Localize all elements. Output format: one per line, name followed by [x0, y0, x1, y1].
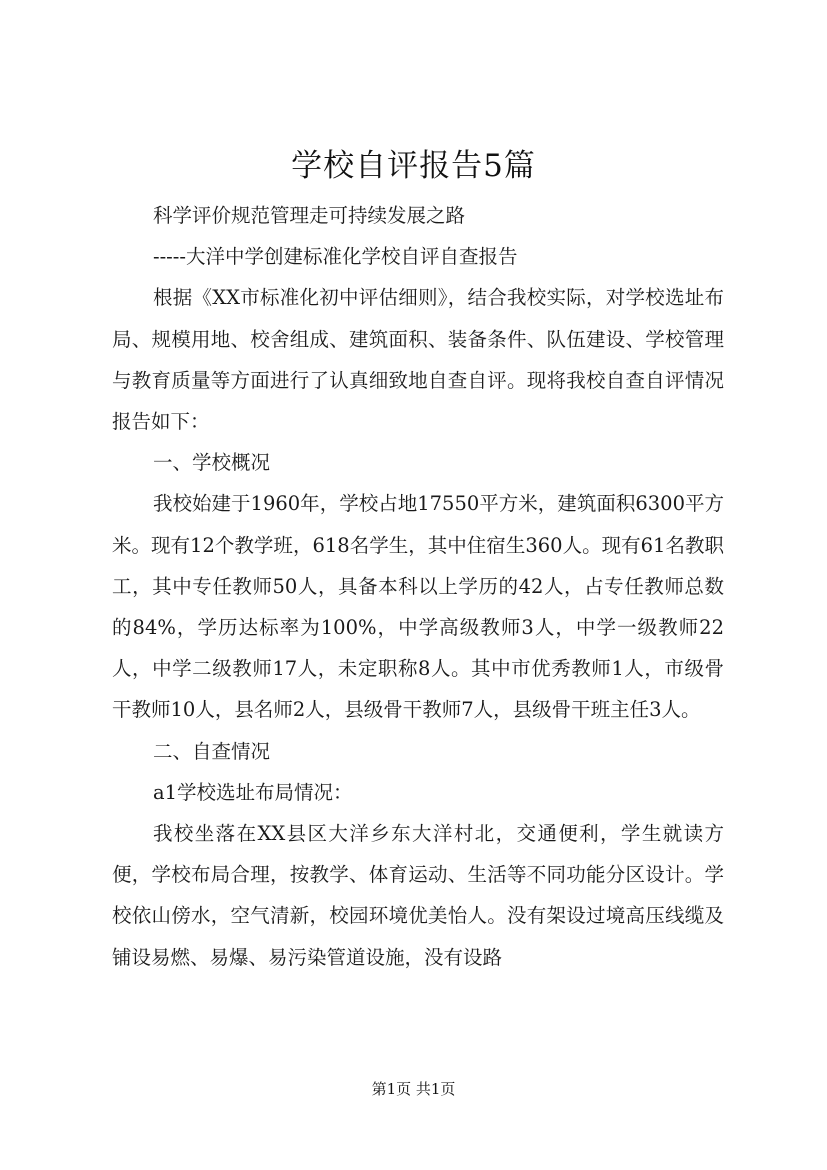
- subsection-heading-location: a1学校选址布局情况：: [153, 780, 353, 804]
- document-body: [112, 195, 724, 978]
- page-number-footer: 第1页 共1页: [371, 1080, 456, 1098]
- document-title: 学校自评报告5篇: [291, 148, 536, 184]
- section-heading-self-check: 二、自查情况: [153, 739, 271, 763]
- subtitle-paragraph: 科学评价规范管理走可持续发展之路: [153, 204, 466, 227]
- intro-paragraph: 根据《XX市标准化初中评估细则》，结合我校实际，对学校选址布局、规模用地、校舍组成、建筑面积、装备条件、队伍建设、学校管理与教育质量等方面进行了认真细致地自查自评。现将我校自查自评情况报告如下：: [112, 286, 724, 434]
- location-paragraph: 我校坐落在XX县区大洋乡东大洋村北，交通便利，学生就读方便，学校布局合理，按教学、体育运动、生活等不同功能分区设计。学校依山傍水，空气清新，校园环境优美怡人。没有架设过境高压线缆及铺设易燃、易爆、易污染管道设施，没有设路: [112, 822, 724, 969]
- report-name-paragraph: -----大洋中学创建标准化学校自评自查报告: [153, 245, 518, 269]
- overview-paragraph: 我校始建于1960年，学校占地17550平方米，建筑面积6300平方米。现有12个教学班，618名学生，其中住宿生360人。现有61名教职工，其中专任教师50人，具备本科以上学历的42人，占专任教师总数的84%，学历达标率为100%，中学高级教师3人，中学一级教师22人，中学二级教师17人，未定职称8人。其中市优秀教师1人，市级骨干教师10人，县名师2人，县级骨干教师7人，县级骨干班主任3人。: [112, 492, 724, 722]
- section-heading-overview: 一、学校概况: [153, 451, 271, 475]
